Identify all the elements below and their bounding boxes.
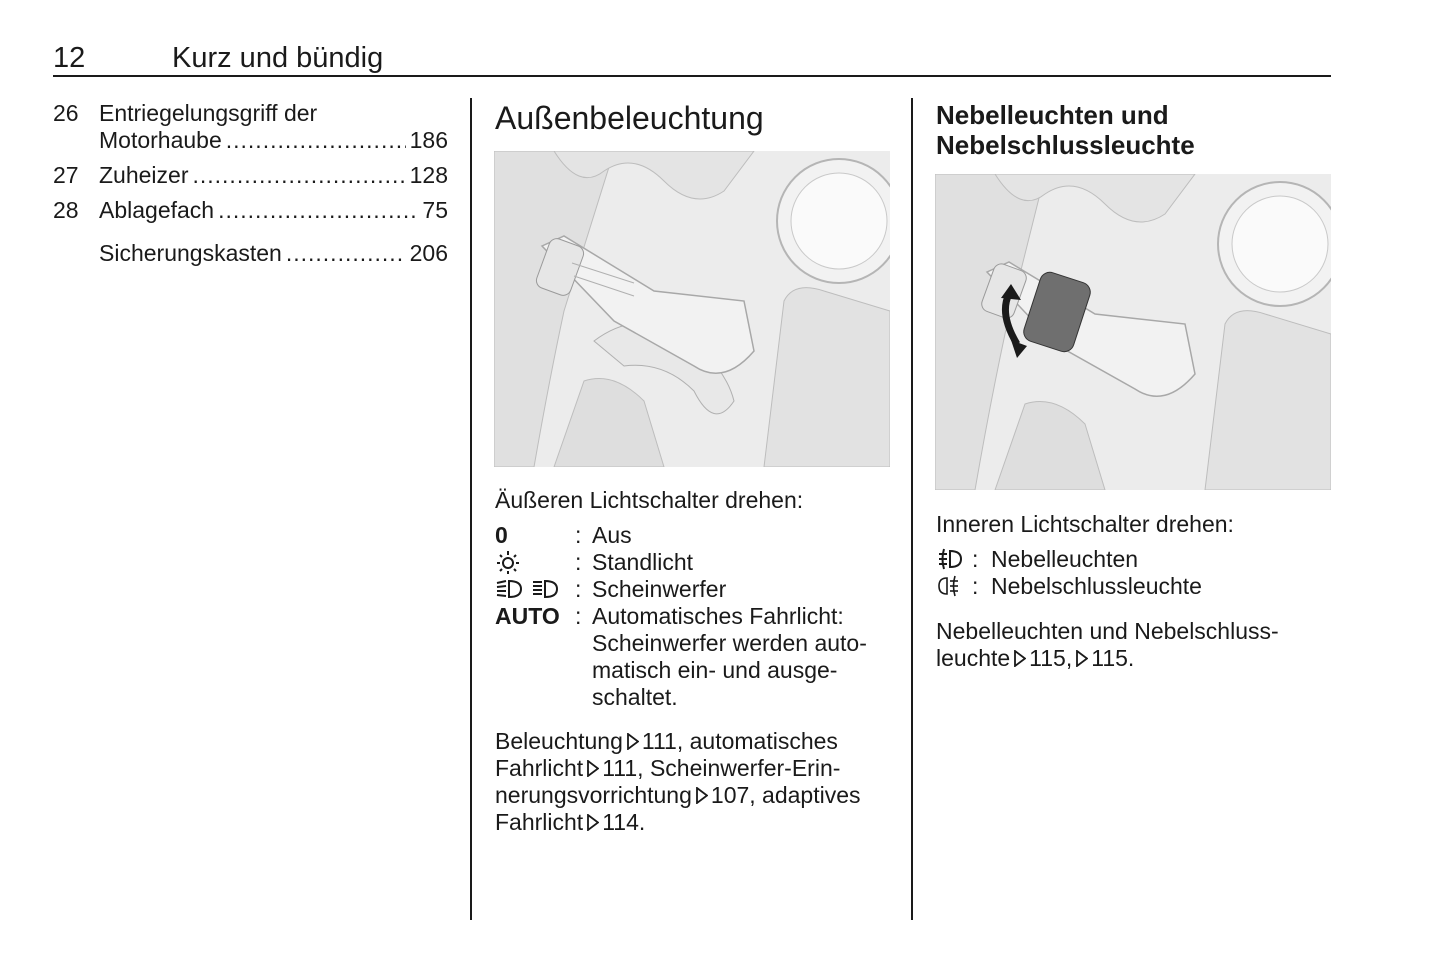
legend-fog-lights (936, 546, 1331, 600)
legend-colon: : (972, 573, 979, 599)
section-title-fog-lights (936, 100, 1195, 160)
section-title-line: Nebelschlussleuchte (936, 130, 1195, 160)
toc-number: 27 (53, 162, 79, 188)
para-line (936, 645, 1331, 672)
header-rule (53, 75, 1331, 77)
page-reference[interactable]: 111, automatisches (641, 728, 838, 754)
page-reference-icon (1076, 650, 1088, 667)
figure-caption: Äußeren Lichtschalter drehen: (495, 487, 804, 513)
toc-item-27 (53, 162, 448, 189)
para-line (495, 728, 895, 755)
cross-reference-paragraph (495, 728, 895, 836)
legend-row-headlight (495, 576, 890, 603)
toc-label: Motorhaube (99, 127, 222, 153)
page-reference-icon (627, 733, 639, 750)
para-text: nerungsvorrichtung (495, 782, 692, 808)
toc-line (99, 127, 448, 154)
legend-colon: : (575, 549, 582, 575)
legend-row-fog (936, 546, 1331, 573)
para-line: Nebelleuchten und Nebelschluss- (936, 618, 1279, 644)
toc-page: 128 (409, 162, 448, 188)
page-header-title: Kurz und bündig (172, 42, 384, 74)
legend-text: Nebelschlussleuchte (991, 573, 1202, 599)
legend-row-off (495, 522, 890, 549)
para-text: Beleuchtung (495, 728, 623, 754)
para-text: leuchte (936, 645, 1011, 671)
legend-row-parking (495, 549, 890, 576)
column-divider-1 (470, 98, 472, 920)
rear-fog-light-icon (936, 573, 966, 600)
para-line (495, 809, 895, 836)
toc-page: 186 (409, 127, 448, 153)
legend-text: matisch ein- und ausge- (592, 657, 838, 683)
legend-colon: : (575, 603, 582, 629)
toc-item-fuse-box (53, 240, 448, 267)
toc-label: Ablagefach (99, 197, 215, 223)
toc-item-28 (53, 197, 448, 224)
legend-row-auto (495, 603, 890, 711)
page-reference[interactable]: 115, (1029, 645, 1073, 671)
legend-text: schaltet. (592, 684, 678, 710)
page-reference-icon (587, 760, 599, 777)
legend-text: Scheinwerfer (592, 576, 727, 602)
figure-light-switch (494, 151, 890, 467)
illustration-fog-light-switch (935, 174, 1331, 490)
page-reference[interactable]: 115. (1091, 645, 1135, 671)
legend-exterior-lighting (495, 522, 890, 711)
headlight-icon (495, 576, 571, 603)
page-number: 12 (53, 42, 86, 74)
figure-caption: Inneren Lichtschalter drehen: (936, 511, 1234, 537)
toc-leader-dots (218, 197, 418, 224)
toc-leader-dots (192, 162, 405, 189)
page-reference-icon (696, 787, 708, 804)
para-line (495, 782, 895, 809)
figure-fog-light-switch (935, 174, 1331, 490)
para-text: Fahrlicht (495, 755, 584, 781)
legend-text: Nebelleuchten (991, 546, 1139, 572)
page-reference-icon (1014, 650, 1026, 667)
toc-number: 28 (53, 197, 79, 223)
toc-page: 75 (422, 197, 448, 223)
toc-item-26 (53, 100, 448, 154)
legend-row-rear-fog (936, 573, 1331, 600)
cross-reference-paragraph (936, 618, 1331, 672)
toc-label-line1: Entriegelungsgriff der (99, 100, 318, 126)
toc-number: 26 (53, 100, 79, 126)
section-title-exterior-lighting: Außenbeleuchtung (495, 100, 764, 136)
illustration-light-switch (494, 151, 890, 467)
toc-leader-dots (286, 240, 406, 267)
legend-colon: : (575, 576, 582, 602)
page-reference[interactable]: 107, adaptives (710, 782, 861, 808)
section-title-line: Nebelleuchten und (936, 100, 1169, 130)
page-reference[interactable]: 111, Scheinwerfer-Erin- (602, 755, 841, 781)
toc-line (99, 240, 448, 267)
legend-colon: : (575, 522, 582, 548)
toc-label: Zuheizer (99, 162, 189, 188)
toc-label: Sicherungskasten (99, 240, 282, 266)
legend-text: Automatisches Fahrlicht: Scheinwerfer werden auto- (592, 603, 867, 656)
off-symbol: 0 (495, 522, 508, 548)
toc-list (53, 100, 448, 275)
toc-line (99, 162, 448, 189)
para-line (495, 755, 895, 782)
toc-line (99, 197, 448, 224)
column-divider-2 (911, 98, 913, 920)
page-reference[interactable]: 114. (602, 809, 646, 835)
legend-colon: : (972, 546, 979, 572)
fog-light-icon (936, 546, 966, 573)
para-text: Fahrlicht (495, 809, 584, 835)
toc-page: 206 (409, 240, 448, 266)
parking-light-icon (495, 549, 571, 576)
page-reference-icon (587, 814, 599, 831)
auto-symbol: AUTO (495, 603, 560, 629)
legend-text: Aus (592, 522, 632, 548)
legend-text: Standlicht (592, 549, 694, 575)
toc-leader-dots (226, 127, 406, 154)
